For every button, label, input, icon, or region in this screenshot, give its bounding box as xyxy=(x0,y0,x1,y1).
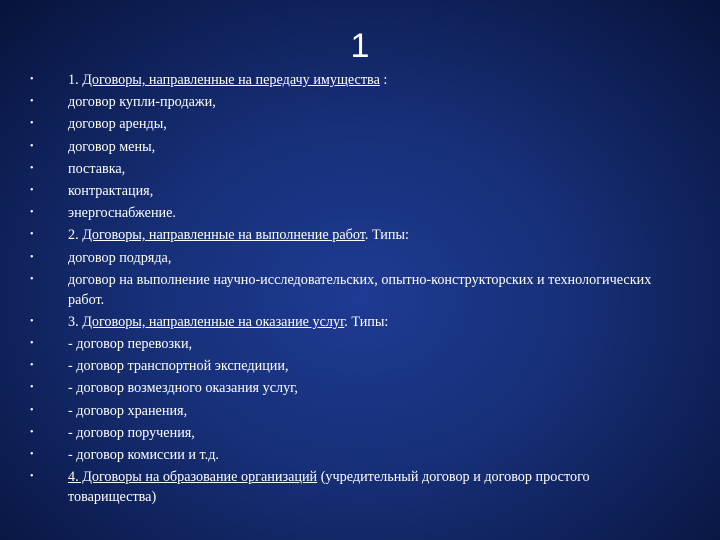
bullet-icon: • xyxy=(30,471,34,483)
bullet-icon: • xyxy=(30,315,34,327)
bullet-icon: • xyxy=(30,229,34,241)
bullet-icon: • xyxy=(30,449,34,460)
bullet-icon: • xyxy=(30,426,34,438)
item-underlined: Договоры, направленные на передачу имущества xyxy=(82,72,380,88)
list-item-text xyxy=(68,467,680,507)
bullet-icon: • xyxy=(30,360,34,372)
list-item-text xyxy=(68,225,680,245)
bullet-icon: • xyxy=(30,74,34,85)
list-item xyxy=(30,225,680,245)
list-item xyxy=(30,70,680,90)
list-item-text xyxy=(68,312,680,332)
list-item-text: договор на выполнение научно-исследовательских, опытно-конструкторских и технологических работ. xyxy=(68,271,652,308)
list-item xyxy=(30,159,680,179)
list-item xyxy=(30,92,680,112)
list-item xyxy=(30,312,680,332)
item-prefix: 2. xyxy=(68,227,83,244)
list-item-text: - договор перевозки, xyxy=(68,336,193,353)
item-prefix: 3. xyxy=(68,313,83,330)
list-item xyxy=(30,137,680,157)
list-item xyxy=(30,203,680,223)
list-item xyxy=(30,356,680,376)
bullet-icon: • xyxy=(30,118,34,130)
list-item xyxy=(30,114,680,134)
list-item-text: - договор комиссии и т.д. xyxy=(68,447,219,463)
list-item xyxy=(30,378,680,398)
item-underlined: Договоры, направленные на выполнение работ xyxy=(82,227,365,244)
list-item-text: энергоснабжение. xyxy=(68,205,176,222)
list-item-text: - договор транспортной экспедиции, xyxy=(68,358,289,375)
list-item xyxy=(30,445,680,465)
slide-title: 1 xyxy=(350,27,370,65)
list-item-text: - договор поручения, xyxy=(68,424,195,441)
list-item xyxy=(30,270,680,310)
bullet-icon: • xyxy=(30,273,34,285)
item-underlined: 4. Договоры на образование организаций xyxy=(68,469,318,486)
list-item xyxy=(30,401,680,421)
list-item-text: договор мены, xyxy=(68,138,156,155)
list-item xyxy=(30,181,680,201)
list-item-text: поставка, xyxy=(68,160,126,177)
list-item-text: контрактация, xyxy=(68,182,154,199)
list-item-text: договор подряда, xyxy=(68,249,172,266)
list-item xyxy=(30,467,680,507)
list-item-text: - договор хранения, xyxy=(68,402,188,419)
item-suffix: . Типы: xyxy=(364,227,409,244)
item-prefix: 1. xyxy=(68,72,83,88)
bullet-icon: • xyxy=(30,251,34,263)
bullet-list xyxy=(30,70,680,509)
bullet-icon: • xyxy=(30,404,34,416)
list-item xyxy=(30,334,680,354)
bullet-icon: • xyxy=(30,207,34,219)
bullet-icon: • xyxy=(30,382,34,394)
list-item xyxy=(30,248,680,268)
bullet-icon: • xyxy=(30,184,34,196)
bullet-icon: • xyxy=(30,140,34,152)
item-suffix: : xyxy=(379,72,388,88)
item-underlined: Договоры, направленные на оказание услуг xyxy=(82,313,345,330)
list-item-text: - договор возмездного оказания услуг, xyxy=(68,380,298,397)
list-item-text: договор купли-продажи, xyxy=(68,94,216,111)
item-suffix: . Типы: xyxy=(344,313,389,330)
bullet-icon: • xyxy=(30,338,34,350)
bullet-icon: • xyxy=(30,162,34,174)
list-item xyxy=(30,423,680,443)
item-suffix: (учредительный договор и договор простого товарищества) xyxy=(68,469,590,506)
list-item-text: договор аренды, xyxy=(68,116,167,133)
list-item-text xyxy=(68,70,680,90)
bullet-icon: • xyxy=(30,96,34,108)
